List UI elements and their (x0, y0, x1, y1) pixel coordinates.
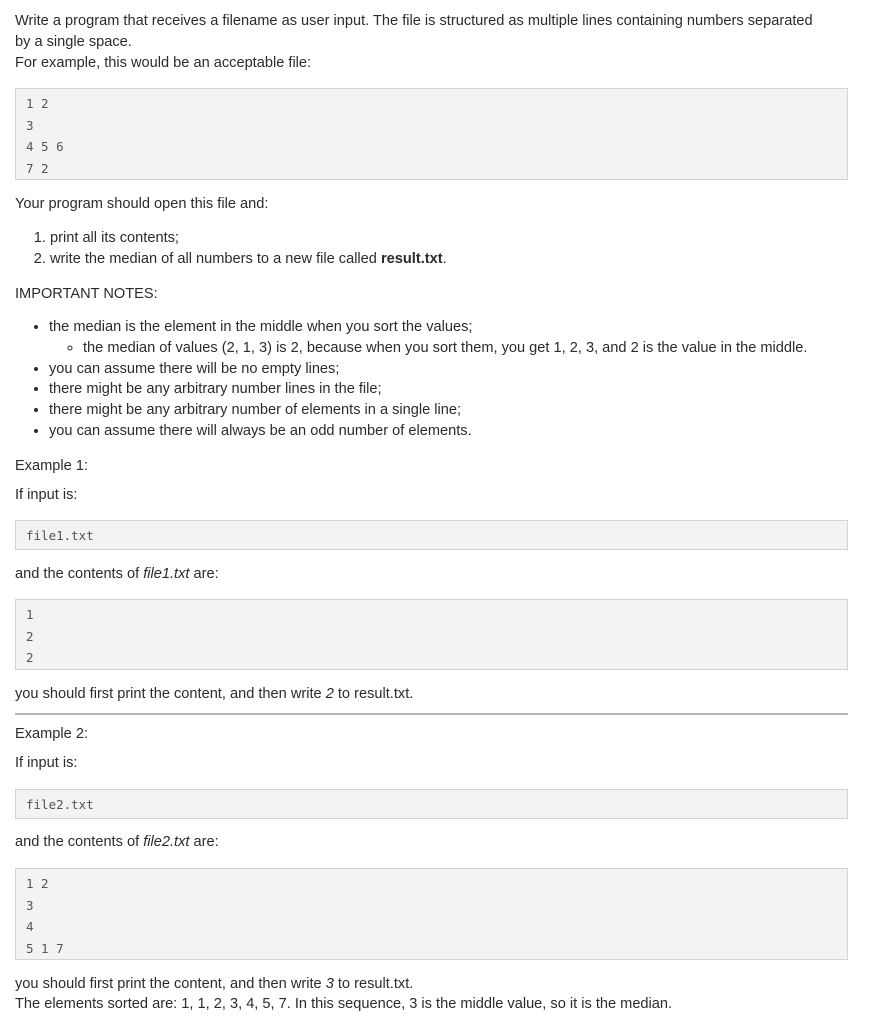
note-subitem: ◦ the median of values (2, 1, 3) is 2, because when you sort them, you get 1, 2, 3, and 2 is the value in the middle. (83, 338, 807, 359)
intro-line-2: by a single space. (15, 34, 132, 50)
code-line: 1 2 (26, 96, 49, 111)
example2-sorted-line: The elements sorted are: 1, 1, 2, 3, 4, 5, 7. In this sequence, 3 is the middle value, so it is the median. (15, 996, 673, 1012)
example1-result-line: you should first print the content, and then write 2 to result.txt. (15, 686, 414, 702)
note-item: • you can assume there will be no empty lines; (49, 359, 807, 380)
notes-heading: IMPORTANT NOTES: (15, 286, 158, 302)
code-line: file2.txt (26, 797, 94, 812)
code-line: 4 5 6 (26, 139, 64, 154)
notes-list (15, 317, 807, 442)
example2-result-line: you should first print the content, and then write 3 to result.txt. (15, 976, 414, 992)
note-sublist (49, 338, 807, 359)
step-item: 2. write the median of all numbers to a new file called result.txt. (50, 249, 447, 270)
code-line: 2 (26, 628, 34, 644)
example2-contents-line: and the contents of file2.txt are: (15, 834, 219, 850)
intro-line-1: Write a program that receives a filename as user input. The file is structured as multiple lines containing numbers separated (15, 13, 813, 29)
example2-if-input: If input is: (15, 755, 78, 771)
code-line: 1 2 (26, 876, 49, 891)
example2-heading: Example 2: (15, 726, 89, 742)
example1-input-block (15, 520, 848, 550)
note-item: • there might be any arbitrary number lines in the file; (49, 379, 807, 400)
section-divider (15, 713, 848, 715)
code-line: file1.txt (26, 528, 94, 543)
code-line: 5 1 7 (26, 940, 64, 956)
note-item: • you can assume there will always be an odd number of elements. (49, 421, 807, 442)
code-line: 3 (26, 897, 34, 913)
note-item: • there might be any arbitrary number of elements in a single line; (49, 400, 807, 421)
code-line: 1 (26, 607, 34, 622)
code-line: 7 2 (26, 160, 49, 176)
code-line: 2 (26, 650, 34, 665)
note-item: • the median is the element in the middle when you sort the values; ◦ the median of values (2, 1, 3) is 2, because when you sort them, you get 1, 2, 3, and 2 is the value in the middle. (49, 317, 807, 359)
step-item: 1. print all its contents; (50, 228, 447, 249)
intro-line-3: For example, this would be an acceptable file: (15, 55, 312, 71)
code-line: 4 (26, 919, 34, 934)
result-filename: result.txt (380, 251, 443, 267)
example2-input-block (15, 789, 848, 819)
example1-file-block (15, 599, 848, 670)
example2-file-block (15, 868, 848, 960)
code-line: 3 (26, 117, 34, 133)
example1-if-input: If input is: (15, 487, 78, 503)
example-file-code-block (15, 88, 848, 180)
example1-heading: Example 1: (15, 458, 89, 474)
task-intro: Your program should open this file and: (15, 196, 269, 212)
example1-contents-line: and the contents of file1.txt are: (15, 566, 219, 582)
steps-list (15, 228, 447, 270)
